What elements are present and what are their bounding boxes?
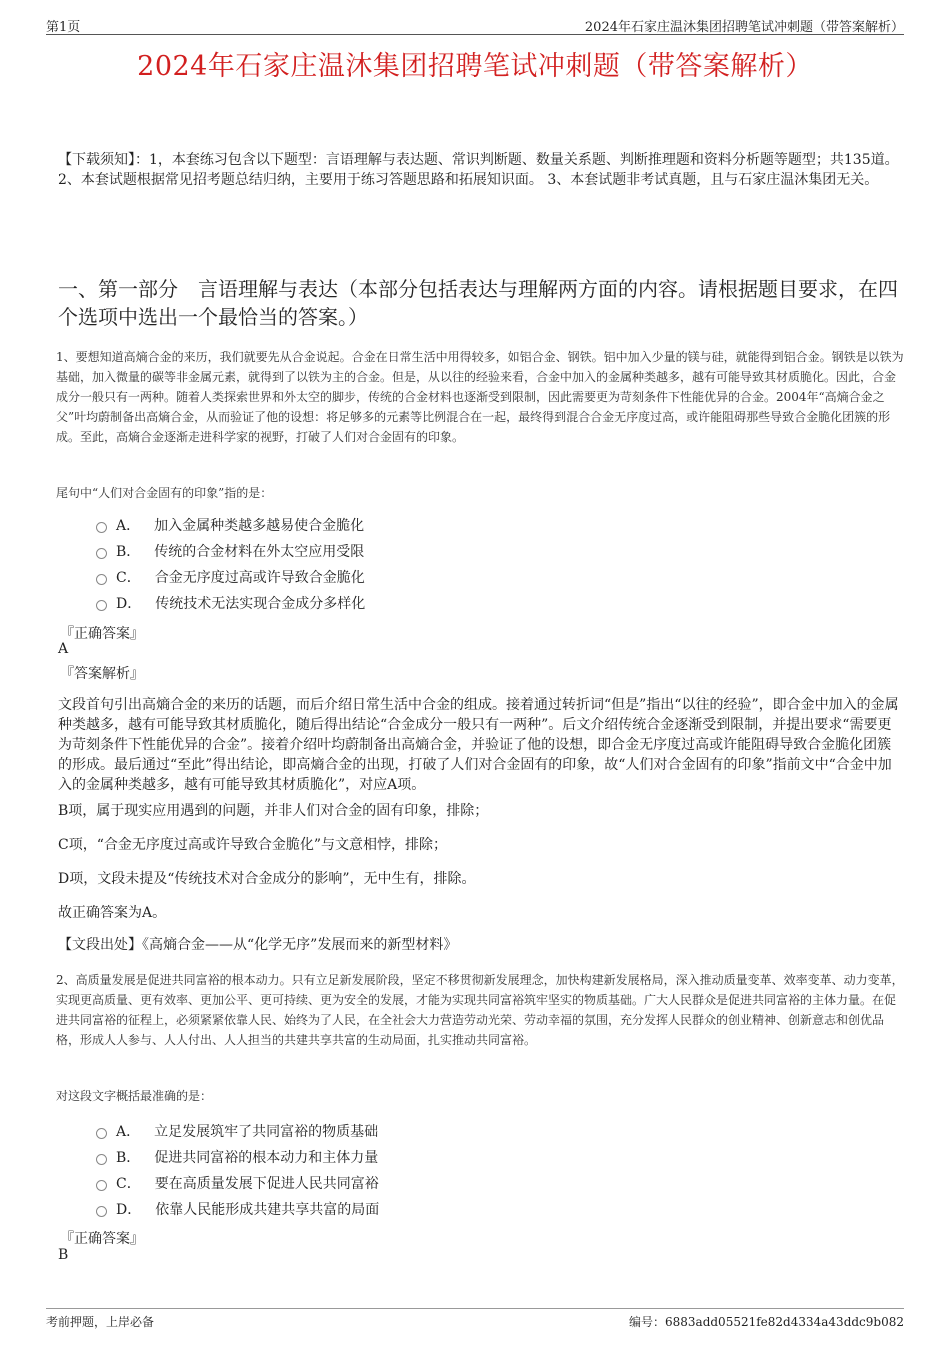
question-1-conclusion: 故正确答案为A。 — [58, 905, 167, 921]
question-1-option-d[interactable]: D． 传统技术无法实现合金成分多样化 — [96, 593, 365, 613]
radio-icon[interactable] — [96, 548, 107, 559]
question-1-option-b[interactable]: B． 传统的合金材料在外太空应用受限 — [96, 541, 364, 561]
page-header — [46, 14, 904, 35]
footer-slogan: 考前押题，上岸必备 — [46, 1315, 155, 1329]
question-1-source: 【文段出处】《高熵合金——从“化学无序”发展而来的新型材料》 — [58, 937, 458, 953]
question-2-prompt: 对这段文字概括最准确的是： — [56, 1089, 213, 1103]
radio-icon[interactable] — [96, 1180, 107, 1191]
radio-icon[interactable] — [96, 1206, 107, 1217]
section-heading: 一、第一部分 言语理解与表达（本部分包括表达与理解两方面的内容。请根据题目要求，在四个选项中选出一个最恰当的答案。） — [58, 277, 898, 329]
question-1-analysis-c: C项，“合金无序度过高或许导致合金脆化”与文意相悖，排除； — [58, 837, 448, 853]
question-1-option-a[interactable]: A． 加入金属种类越多越易使合金脆化 — [96, 515, 364, 535]
question-2-answer-label: 『正确答案』 — [60, 1231, 144, 1247]
question-2-answer: B — [58, 1247, 69, 1263]
question-1-analysis-d: D项，文段未提及“传统技术对合金成分的影响”，无中生有，排除。 — [58, 871, 476, 887]
question-1-analysis: 文段首句引出高熵合金的来历的话题，而后介绍日常生活中合金的组成。接着通过转折词“但是”指出“以往的经验”，即合金中加入的金属种类越多，越有可能导致其材质脆化，随后得出结论“合金成分一般只有一两种”。后文介绍传统合金逐渐受到限制，并提出要求“需要更为苛刻条件下性能优异的合金”。接着介绍叶均蔚制备出高熵合金，并验证了他的设想，即合金无序度过高或许能阻碍导致合金脆化团簇的形成。最后通过“至此”得出结论，即高熵合金的出现，打破了人们对合金固有的印象，故“人们对合金固有的印象”指前文中“合金中加入的金属种类越多，越有可能导致其材质脆化”，对应A项。 — [58, 697, 899, 793]
footer-serial: 编号：6883add05521fe82d4334a43ddc9b082 — [629, 1315, 904, 1329]
question-2-option-c[interactable]: C． 要在高质量发展下促进人民共同富裕 — [96, 1173, 379, 1193]
question-1-answer: A — [58, 641, 69, 657]
question-1-answer-label: 『正确答案』 — [60, 626, 144, 642]
question-1-option-c[interactable]: C． 合金无序度过高或许导致合金脆化 — [96, 567, 365, 587]
question-1-prompt: 尾句中“人们对合金固有的印象”指的是： — [56, 486, 273, 500]
header-doc-title: 2024年石家庄温沐集团招聘笔试冲刺题（带答案解析） — [584, 20, 904, 35]
download-notice: 【下载须知】：1，本套练习包含以下题型：言语理解与表达题、常识判断题、数量关系题、判断推理题和资料分析题等题型；共135道。 2、本套试题根据常见招考题总结归纳，主要用于练习答题思路和拓展知识面。 3、本套试题非考试真题，且与石家庄温沐集团无关。 — [58, 152, 899, 188]
radio-icon[interactable] — [96, 574, 107, 585]
footer-divider — [46, 1308, 904, 1309]
radio-icon[interactable] — [96, 600, 107, 611]
radio-icon[interactable] — [96, 522, 107, 533]
radio-icon[interactable] — [96, 1128, 107, 1139]
question-2-text: 2、高质量发展是促进共同富裕的根本动力。只有立足新发展阶段，坚定不移贯彻新发展理念，加快构建新发展格局，深入推动质量变革、效率变革、动力变革，实现更高质量、更有效率、更加公平、更可持续、更为安全的发展，才能为实现共同富裕筑牢坚实的物质基础。广大人民群众是促进共同富裕的主体力量。在促进共同富裕的征程上，必须紧紧依靠人民、始终为了人民，在全社会大力营造劳动光荣、劳动幸福的氛围，充分发挥人民群众的创业精神、创新意志和创优品格，形成人人参与、人人付出、人人担当的共建共享共富的生动局面，扎实推动共同富裕。 — [56, 973, 904, 1047]
document-title: 2024年石家庄温沐集团招聘笔试冲刺题（带答案解析） — [137, 51, 813, 82]
question-2-option-d[interactable]: D． 依靠人民能形成共建共享共富的局面 — [96, 1199, 379, 1219]
radio-icon[interactable] — [96, 1154, 107, 1165]
question-1-analysis-b: B项，属于现实应用遇到的问题，并非人们对合金的固有印象，排除； — [58, 803, 489, 819]
question-2-option-a[interactable]: A． 立足发展筑牢了共同富裕的物质基础 — [96, 1121, 378, 1141]
question-1-text: 1、要想知道高熵合金的来历，我们就要先从合金说起。合金在日常生活中用得较多，如铝合金、钢铁。铝中加入少量的镁与硅，就能得到铝合金。钢铁是以铁为基础，加入微量的碳等非金属元素，就得到了以铁为主的合金。但是，从以往的经验来看，合金中加入的金属种类越多，越有可能导致其材质脆化。因此，合金成分一般只有一两种。随着人类探索世界和外太空的脚步，传统的合金材料也逐渐受到限制，因此需要更为苛刻条件下性能优异的合金。2004年“高熵合金之父”叶均蔚制备出高熵合金，从而验证了他的设想：将足够多的元素等比例混合在一起，最终得到混合合金无序度过高，或许能阻碍那些导致合金脆化团簇的形成。至此，高熵合金逐渐走进科学家的视野，打破了人们对合金固有的印象。 — [56, 350, 904, 444]
question-1-analysis-label: 『答案解析』 — [60, 666, 144, 682]
question-2-option-b[interactable]: B． 促进共同富裕的根本动力和主体力量 — [96, 1147, 378, 1167]
page-number: 第1页 — [46, 20, 81, 35]
